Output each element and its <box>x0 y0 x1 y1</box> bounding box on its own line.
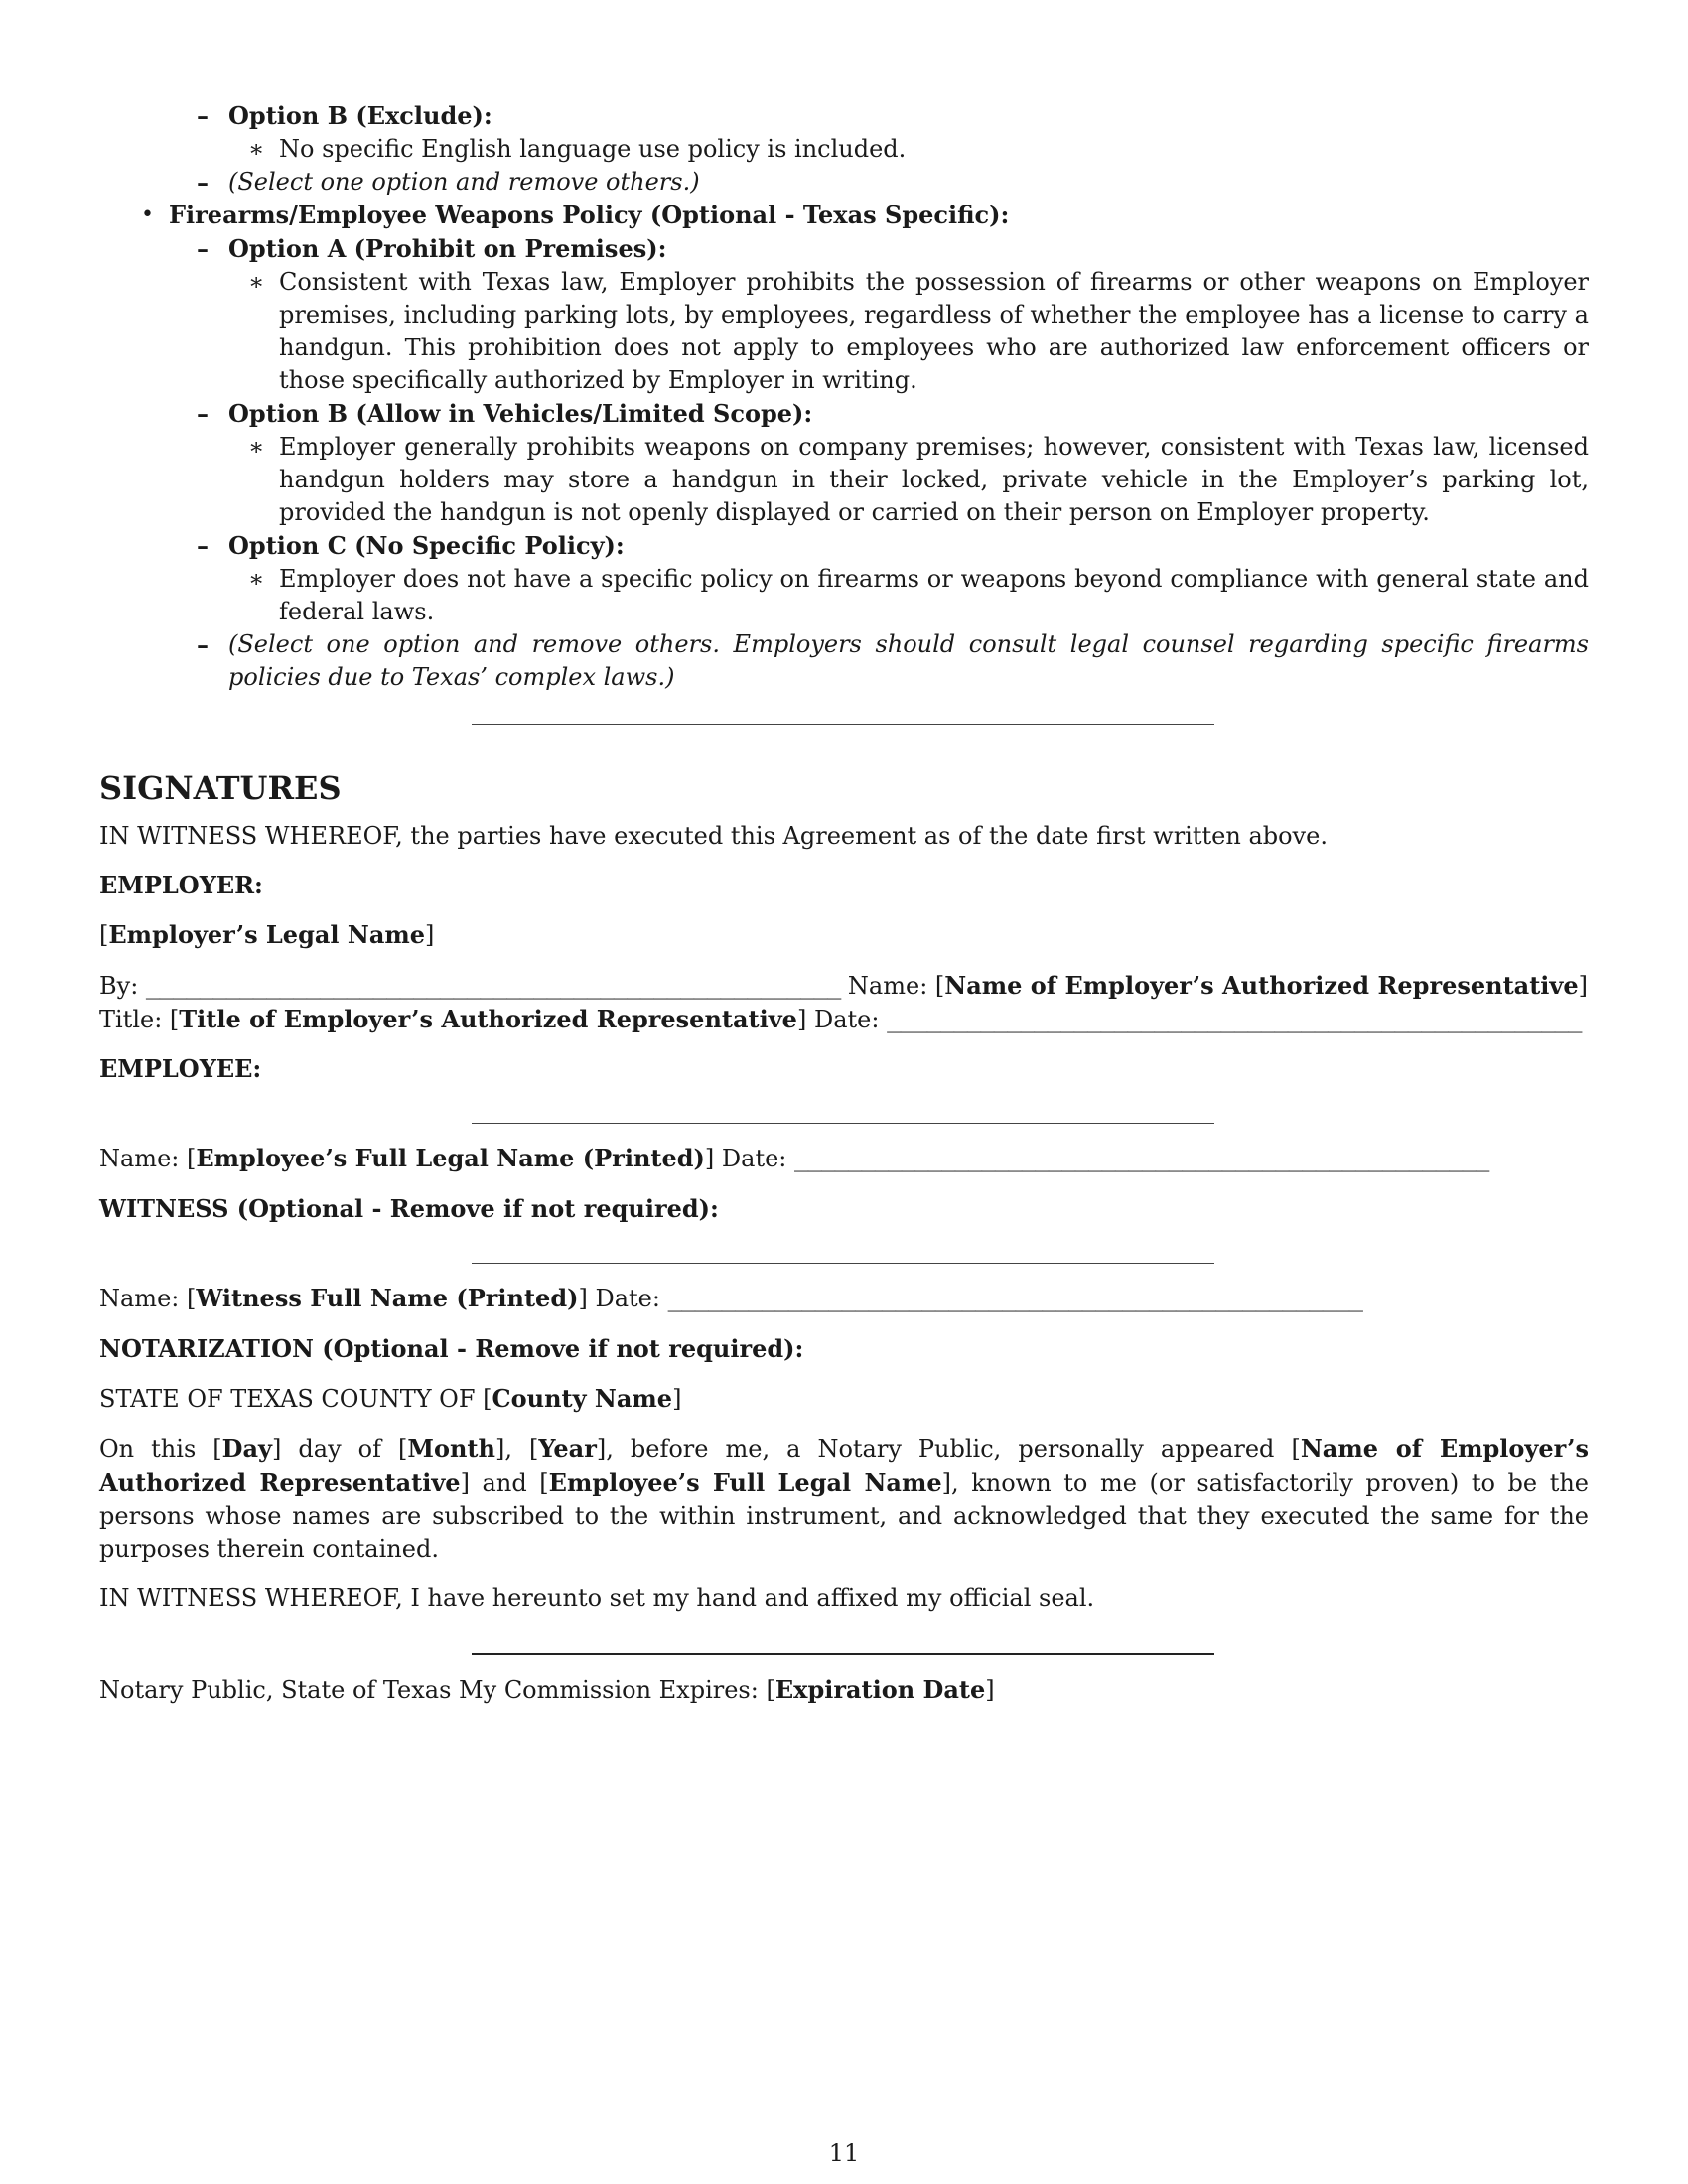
dash-marker: – <box>197 168 209 197</box>
dash-marker: – <box>197 101 209 130</box>
name-label: Name: <box>99 1145 180 1172</box>
employee-date-blank[interactable]: ____________________________________________________ <box>794 1145 1489 1172</box>
day-field: Day <box>221 1434 272 1463</box>
dash-marker: – <box>197 531 209 560</box>
ack-text: before me, a Notary Public, personally appeared <box>630 1435 1275 1463</box>
note-text: (Select one option and remove others.) <box>228 168 700 196</box>
witness-date-blank[interactable]: ____________________________________________________ <box>667 1285 1362 1312</box>
asterisk-marker: ∗ <box>248 565 265 593</box>
ack-text: known to me (or satisfactorily proven) to be the persons whose names are subscribed to the within instrument, and acknowledged that they executed the same for the purposes therein contained. <box>99 1469 1589 1563</box>
county-name: County Name <box>492 1384 673 1413</box>
option-text: Consistent with Texas law, Employer prohibits the possession of firearms or other weapons on Employer premises, including parking lots, by employees, regardless of whether the employee has a license to carry a handgun. This prohibition does not apply to employees who are authorized law enforcement officers or those specifically authorized by Employer in writing. <box>279 268 1589 394</box>
ack-text: and <box>482 1469 527 1497</box>
notary-footer-line: Notary Public, State of Texas My Commission Expires: [Expiration Date] <box>99 1675 995 1704</box>
firearms-select-note <box>99 628 1589 694</box>
witness-signature-line[interactable] <box>472 1263 1214 1264</box>
employer-title-line: Title: [Title of Employer’s Authorized Representative] Date: ____________________________________________________ <box>99 1005 1582 1033</box>
asterisk-marker: ∗ <box>248 135 265 163</box>
option-title: Option A (Prohibit on Premises): <box>228 234 667 263</box>
employee-label: EMPLOYEE: <box>99 1054 262 1083</box>
notary-signature-line[interactable] <box>472 1653 1214 1655</box>
dash-marker: – <box>197 630 209 659</box>
select-note <box>99 166 1589 199</box>
section-divider <box>472 724 1214 725</box>
witness-label: WITNESS (Optional - Remove if not required): <box>99 1194 719 1223</box>
option-text: No specific English language use policy is included. <box>279 135 907 163</box>
notary-footer-label: Notary Public, State of Texas My Commission Expires: <box>99 1676 759 1704</box>
by-signature-blank[interactable]: ____________________________________________________ <box>145 972 841 1000</box>
notary-witness-clause: IN WITNESS WHEREOF, I have hereunto set my hand and affixed my official seal. <box>99 1584 1095 1612</box>
signatures-heading: SIGNATURES <box>99 769 342 807</box>
employer-legal-name: Employer’s Legal Name <box>108 920 426 949</box>
employer-legal-name-line: [Employer’s Legal Name] <box>99 920 435 949</box>
notarization-heading: NOTARIZATION (Optional - Remove if not required): <box>99 1334 804 1363</box>
option-title: Option B (Exclude): <box>228 101 492 130</box>
asterisk-marker: ∗ <box>248 433 265 461</box>
option-text: Employer generally prohibits weapons on company premises; however, consistent with Texas law, licensed handgun holders may store a handgun in their locked, private vehicle in the Employer’s parking lot, provided the handgun is not openly displayed or carried on their person on Employer property. <box>279 433 1589 526</box>
employer-date-blank[interactable]: ____________________________________________________ <box>887 1006 1582 1033</box>
month-field: Month <box>407 1434 495 1463</box>
employee-name: Employee’s Full Legal Name (Printed) <box>196 1144 705 1172</box>
year-field: Year <box>538 1434 597 1463</box>
date-label: Date: <box>813 1006 880 1033</box>
rep-title: Title of Employer’s Authorized Representative <box>179 1005 797 1033</box>
asterisk-marker: ∗ <box>248 268 265 296</box>
state-county-line: STATE OF TEXAS COUNTY OF [County Name] <box>99 1384 682 1413</box>
date-label: Date: <box>721 1145 787 1172</box>
witness-clause: IN WITNESS WHEREOF, the parties have executed this Agreement as of the date first written above. <box>99 822 1328 850</box>
dash-marker: – <box>197 399 209 428</box>
document-page <box>99 99 1589 1706</box>
state-county-label: STATE OF TEXAS COUNTY OF <box>99 1385 476 1413</box>
bullet-marker: • <box>141 203 154 227</box>
option-b-vehicles <box>99 397 1589 431</box>
firearms-policy-item <box>99 199 1589 232</box>
page-number: 11 <box>828 2139 860 2167</box>
ack-text: day of <box>298 1435 381 1463</box>
expiration-date: Expiration Date <box>774 1675 986 1704</box>
option-a-prohibit <box>99 232 1589 266</box>
option-a-text <box>99 266 1589 397</box>
witness-name: Witness Full Name (Printed) <box>196 1284 579 1312</box>
option-b-exclude-text <box>99 133 1589 166</box>
name-label: Name: <box>99 1285 180 1312</box>
option-title: Option C (No Specific Policy): <box>228 531 625 560</box>
employee-signature-line[interactable] <box>472 1123 1214 1124</box>
firearms-policy-title: Firearms/Employee Weapons Policy (Optional - Texas Specific): <box>169 201 1010 229</box>
date-label: Date: <box>595 1285 660 1312</box>
option-text: Employer does not have a specific policy on firearms or weapons beyond compliance with general state and federal laws. <box>279 565 1589 625</box>
option-title: Option B (Allow in Vehicles/Limited Scope): <box>228 399 813 428</box>
employee-name-line: Name: [Employee’s Full Legal Name (Printed)] Date: ____________________________________________________ <box>99 1144 1489 1172</box>
notary-acknowledgment: On this [Day] day of [Month], [Year], before me, a Notary Public, personally appeared [Name of Employer’s Authorized Representative] and [Employee’s Full Legal Name], known to me (or satisfactorily proven) to be the persons whose names are subscribed to the within instrument, and acknowledged that they executed the same for the purposes therein contained. <box>99 1434 1590 1563</box>
notary-employee-name: Employee’s Full Legal Name <box>548 1468 942 1497</box>
name-label: Name: <box>847 972 928 1000</box>
option-c-text <box>99 563 1589 628</box>
option-b-text <box>99 431 1589 529</box>
option-b-exclude <box>99 99 1589 133</box>
ack-text: On this <box>99 1435 197 1463</box>
employer-label: EMPLOYER: <box>99 871 263 899</box>
dash-marker: – <box>197 234 209 263</box>
by-label: By: <box>99 972 139 1000</box>
employer-by-line: By: ____________________________________________________ Name: [Name of Employer’s Authorized Representative] <box>99 971 1589 1000</box>
title-label: Title: <box>99 1006 163 1033</box>
rep-name: Name of Employer’s Authorized Representative <box>944 971 1579 1000</box>
option-c-no-policy <box>99 529 1589 563</box>
witness-name-line: Name: [Witness Full Name (Printed)] Date: ____________________________________________________ <box>99 1284 1362 1312</box>
notary-rep-name: Name of Employer’s Authorized Representative <box>99 1434 1590 1497</box>
note-text: (Select one option and remove others. Employers should consult legal counsel regarding specific firearms policies due to Texas’ complex laws.) <box>228 630 1589 691</box>
